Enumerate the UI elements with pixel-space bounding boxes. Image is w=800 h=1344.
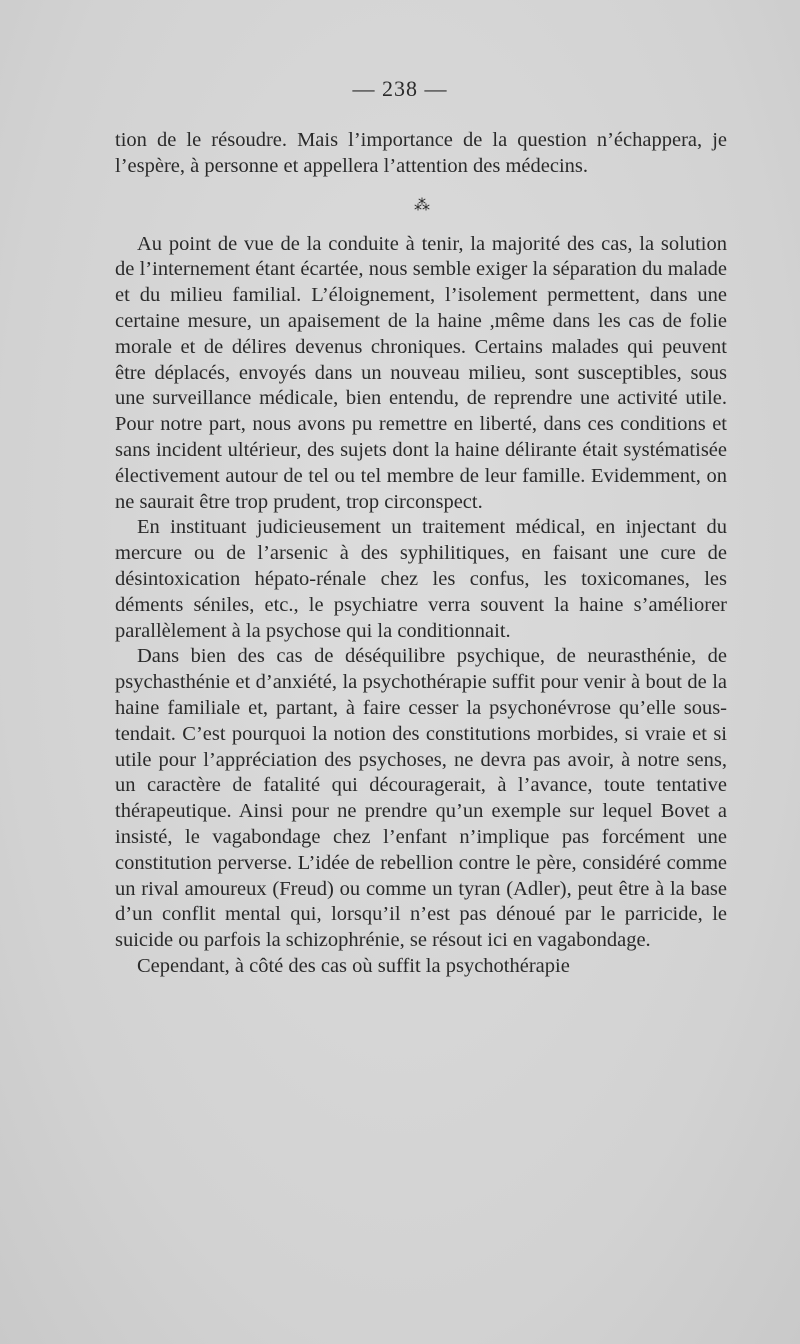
body-text (115, 128, 727, 980)
paragraph: Cependant, à côté des cas où suffit la psychothérapie (137, 954, 570, 977)
paragraph: Dans bien des cas de déséquilibre psychique, de neurasthénie, de psychasthénie et d’anxiété, la psychothérapie suffit pour venir à bout de la haine familiale et, partant, à faire cesser la psychonévrose qu’elle sous-tendait. C’est pourquoi la notion des constitutions morbides, si vraie et si utile pour l’appréciation des psychoses, ne devra pas avoir, à notre sens, un caractère de fatalité qui découragerait, à l’avance, toute tentative thérapeutique. Ainsi pour ne prendre qu’un exemple sur lequel Bovet a insisté, le vagabondage chez l’enfant n’implique pas forcément une constitution perverse. L’idée de rebellion contre le père, considéré comme un rival amoureux (Freud) ou comme un tyran (Adler), peut être à la base d’un conflit mental qui, lorsqu’il n’est pas dénoué par le parricide, le suicide ou parfois la schizophrénie, se résout ici en vagabondage. (115, 645, 727, 952)
paragraph: Au point de vue de la conduite à tenir, la majorité des cas, la solution de l’internement étant écartée, nous semble exiger la séparation du malade et du milieu familial. L’éloignement, l’isolement permettent, dans une certaine mesure, un apaisement de la haine ,même dans les cas de folie morale et de délires devenus chroniques. Certains malades qui peuvent être déplacés, envoyés dans un nouveau milieu, sont susceptibles, sous une surveillance médicale, bien entendu, de reprendre une activité utile. Pour notre part, nous avons pu remettre en liberté, dans ces conditions et sans incident ultérieur, des sujets dont la haine délirante était systématisée électivement autour de tel ou tel membre de leur famille. Evidemment, on ne saurait être trop prudent, trop circonspect. (115, 232, 727, 513)
page-number: — 238 — (352, 76, 448, 101)
section-separator: ⁂ (414, 196, 428, 214)
paragraph: tion de le résoudre. Mais l’importance de la question n’échappera, je l’espère, à personne et appellera l’attention des médecins. (115, 129, 727, 177)
paragraph: En instituant judicieusement un traitement médical, en injectant du mercure ou de l’arsenic à des syphilitiques, en faisant une cure de désintoxication hépato-rénale chez les confus, les toxicomanes, les déments séniles, etc., le psychiatre verra souvent la haine s’améliorer parallèlement à la psychose qui la conditionnait. (115, 516, 727, 642)
